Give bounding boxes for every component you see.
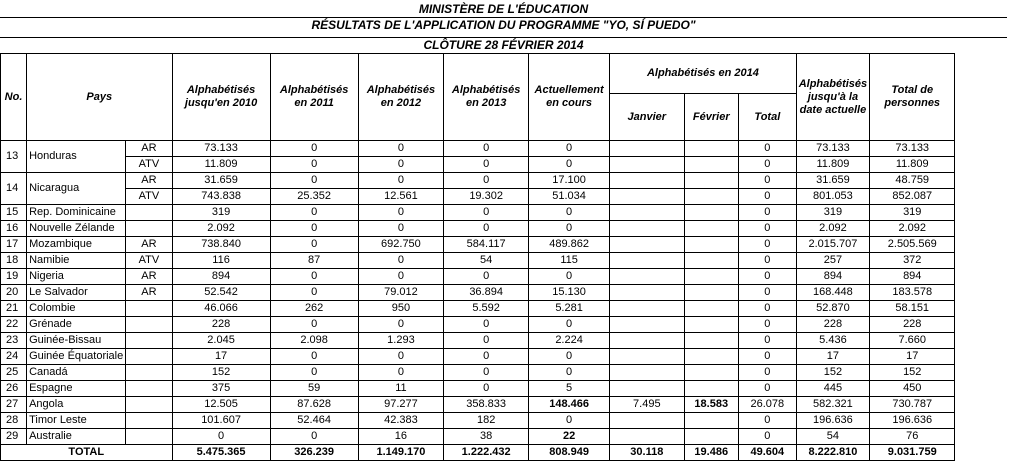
cell-tot: 0 [738,333,796,349]
program-type [126,365,172,381]
cell-todate: 17 [796,349,869,365]
cell-persons: 319 [870,205,955,221]
cell-y2012: 0 [358,221,444,237]
cell-jan [610,141,684,157]
cell-cur: 148.466 [529,397,610,413]
country-name: Grénade [27,317,126,333]
col-total-2014: Total [738,94,796,141]
cell-cur: 0 [529,413,610,429]
cell-y2011: 0 [270,269,358,285]
table-row [1,269,1011,285]
cell-todate: 801.053 [796,189,869,205]
program-type [126,413,172,429]
cell-y2010: 738.840 [172,237,270,253]
cell-y2013: 182 [444,413,529,429]
table-row [1,397,1011,413]
cell-feb [684,157,738,173]
country-name: Angola [27,397,126,413]
cell-tot: 0 [738,365,796,381]
program-type [126,381,172,397]
cell-y2010: 73.133 [172,141,270,157]
cell-y2013: 5.592 [444,301,529,317]
cell-cur: 115 [529,253,610,269]
cell-y2011: 0 [270,285,358,301]
row-number: 25 [1,365,27,381]
cell-y2013: 0 [444,221,529,237]
program-type: ATV [126,253,172,269]
cell-persons: 48.759 [870,173,955,189]
row-number: 18 [1,253,27,269]
col-2010: Alphabétisés jusqu'en 2010 [172,54,270,141]
row-number: 23 [1,333,27,349]
cell-todate: 52.870 [796,301,869,317]
cell-jan [610,173,684,189]
cell-persons: 17 [870,349,955,365]
cell-jan [610,381,684,397]
cell-y2010: 101.607 [172,413,270,429]
cell-y2010: 743.838 [172,189,270,205]
cell-jan [610,365,684,381]
cell-y2011: 262 [270,301,358,317]
cell-tot: 0 [738,205,796,221]
cell-y2012: 0 [358,317,444,333]
cell-feb [684,253,738,269]
program-type: AR [126,237,172,253]
col-current: Actuellement en cours [529,54,610,141]
table-row [1,413,1011,429]
col-to-date: Alphabétisés jusqu'à la date actuelle [796,54,869,141]
cell-feb [684,221,738,237]
table-row [1,285,1011,301]
cell-todate: 2.092 [796,221,869,237]
cell-persons: 450 [870,381,955,397]
cell-y2012: 0 [358,365,444,381]
row-number: 14 [1,173,27,205]
cell-cur: 51.034 [529,189,610,205]
row-number: 13 [1,141,27,173]
cell-y2010: 2.045 [172,333,270,349]
row-number: 26 [1,381,27,397]
table-row [1,141,1011,157]
cell-feb [684,285,738,301]
cell-y2011: 0 [270,429,358,445]
cell-jan [610,237,684,253]
table-row [1,429,1011,445]
cell-y2013: 0 [444,317,529,333]
cell-todate: 5.436 [796,333,869,349]
cell-y2012: 950 [358,301,444,317]
cell-feb [684,333,738,349]
total-feb: 19.486 [684,445,738,461]
cell-y2013: 19.302 [444,189,529,205]
cell-y2012: 0 [358,157,444,173]
cell-tot: 0 [738,189,796,205]
closing-date: CLÔTURE 28 FÉVRIER 2014 [0,37,1007,52]
cell-y2012: 42.383 [358,413,444,429]
cell-y2012: 12.561 [358,189,444,205]
cell-y2013: 38 [444,429,529,445]
row-number: 16 [1,221,27,237]
cell-y2013: 584.117 [444,237,529,253]
program-type: AR [126,141,172,157]
row-number: 15 [1,205,27,221]
cell-y2013: 0 [444,269,529,285]
table-row [1,349,1011,365]
cell-todate: 2.015.707 [796,237,869,253]
program-type: AR [126,285,172,301]
cell-y2013: 0 [444,173,529,189]
cell-persons: 152 [870,365,955,381]
cell-jan [610,301,684,317]
cell-todate: 31.659 [796,173,869,189]
total-y2013: 1.222.432 [444,445,529,461]
cell-persons: 2.505.569 [870,237,955,253]
table-row [1,237,1011,253]
country-name: Colombie [27,301,126,317]
cell-y2010: 0 [172,429,270,445]
col-feb: Février [684,94,738,141]
cell-y2011: 59 [270,381,358,397]
cell-jan [610,189,684,205]
cell-todate: 196.636 [796,413,869,429]
cell-persons: 7.660 [870,333,955,349]
row-number: 21 [1,301,27,317]
cell-jan [610,429,684,445]
cell-y2011: 0 [270,173,358,189]
program-type [126,221,172,237]
cell-jan [610,269,684,285]
cell-cur: 0 [529,221,610,237]
table-row [1,253,1011,269]
cell-cur: 0 [529,269,610,285]
table-row [1,221,1011,237]
total-persons: 9.031.759 [870,445,955,461]
country-name: Espagne [27,381,126,397]
col-no: No. [1,54,27,141]
total-tot: 49.604 [738,445,796,461]
cell-jan [610,285,684,301]
cell-cur: 0 [529,317,610,333]
cell-cur: 0 [529,365,610,381]
cell-cur: 5.281 [529,301,610,317]
cell-y2011: 87 [270,253,358,269]
cell-jan [610,413,684,429]
total-todate: 8.222.810 [796,445,869,461]
cell-cur: 5 [529,381,610,397]
cell-persons: 73.133 [870,141,955,157]
cell-cur: 0 [529,141,610,157]
cell-y2012: 0 [358,269,444,285]
cell-persons: 11.809 [870,157,955,173]
total-row [1,445,1011,461]
cell-tot: 26.078 [738,397,796,413]
country-name: Honduras [27,141,126,173]
row-number: 24 [1,349,27,365]
ministry-title: MINISTÈRE DE L'ÉDUCATION [418,2,589,16]
cell-todate: 319 [796,205,869,221]
cell-jan [610,349,684,365]
country-name: Le Salvador [27,285,126,301]
cell-tot: 0 [738,141,796,157]
cell-y2013: 0 [444,365,529,381]
cell-y2010: 2.092 [172,221,270,237]
cell-jan [610,333,684,349]
cell-y2010: 52.542 [172,285,270,301]
table-body [1,141,1011,461]
cell-jan [610,157,684,173]
program-type [126,317,172,333]
cell-jan [610,221,684,237]
cell-y2011: 0 [270,237,358,253]
cell-cur: 22 [529,429,610,445]
country-name: Nicaragua [27,173,126,205]
cell-feb [684,301,738,317]
cell-persons: 58.151 [870,301,955,317]
cell-todate: 152 [796,365,869,381]
cell-todate: 11.809 [796,157,869,173]
cell-jan [610,205,684,221]
cell-y2013: 0 [444,333,529,349]
total-y2011: 326.239 [270,445,358,461]
cell-y2013: 358.833 [444,397,529,413]
cell-y2012: 79.012 [358,285,444,301]
table-row [1,301,1011,317]
country-name: Guinée-Bissau [27,333,126,349]
country-name: Nigeria [27,269,126,285]
cell-persons: 183.578 [870,285,955,301]
cell-tot: 0 [738,349,796,365]
cell-y2011: 0 [270,365,358,381]
program-type [126,349,172,365]
cell-persons: 372 [870,253,955,269]
total-y2012: 1.149.170 [358,445,444,461]
cell-y2011: 0 [270,157,358,173]
cell-feb [684,317,738,333]
cell-feb [684,365,738,381]
cell-y2010: 17 [172,349,270,365]
cell-todate: 582.321 [796,397,869,413]
cell-y2013: 0 [444,381,529,397]
cell-y2011: 0 [270,141,358,157]
cell-y2011: 0 [270,349,358,365]
cell-y2011: 25.352 [270,189,358,205]
cell-tot: 0 [738,285,796,301]
cell-y2010: 116 [172,253,270,269]
cell-tot: 0 [738,253,796,269]
cell-cur: 15.130 [529,285,610,301]
country-name: Namibie [27,253,126,269]
cell-feb: 18.583 [684,397,738,413]
cell-persons: 228 [870,317,955,333]
cell-y2010: 894 [172,269,270,285]
cell-todate: 54 [796,429,869,445]
col-2012: Alphabétisés en 2012 [358,54,444,141]
row-number: 28 [1,413,27,429]
cell-feb [684,429,738,445]
cell-feb [684,413,738,429]
col-total-persons: Total de personnes [870,54,955,141]
country-name: Australie [27,429,126,445]
row-number: 19 [1,269,27,285]
cell-tot: 0 [738,221,796,237]
cell-jan: 7.495 [610,397,684,413]
col-jan: Janvier [610,94,684,141]
program-type: AR [126,269,172,285]
cell-y2010: 228 [172,317,270,333]
cell-y2010: 319 [172,205,270,221]
row-number: 20 [1,285,27,301]
country-name: Timor Leste [27,413,126,429]
country-name: Mozambique [27,237,126,253]
cell-y2013: 54 [444,253,529,269]
cell-y2013: 0 [444,349,529,365]
table-row [1,173,1011,189]
country-name: Canadá [27,365,126,381]
cell-persons: 730.787 [870,397,955,413]
cell-tot: 0 [738,173,796,189]
report-title: RÉSULTATS DE L'APPLICATION DU PROGRAMME "YO, SÍ PUEDO" [0,17,1007,32]
cell-todate: 257 [796,253,869,269]
cell-y2013: 0 [444,205,529,221]
program-type: AR [126,173,172,189]
row-number: 17 [1,237,27,253]
program-type [126,333,172,349]
cell-cur: 0 [529,157,610,173]
cell-y2011: 87.628 [270,397,358,413]
col-2014-group: Alphabétisés en 2014 [610,54,797,94]
cell-jan [610,317,684,333]
results-table [0,53,1011,461]
cell-y2010: 31.659 [172,173,270,189]
cell-tot: 0 [738,317,796,333]
cell-persons: 852.087 [870,189,955,205]
cell-persons: 2.092 [870,221,955,237]
table-row [1,317,1011,333]
program-type: ATV [126,157,172,173]
table-row [1,381,1011,397]
program-type [126,429,172,445]
row-number: 27 [1,397,27,413]
cell-y2012: 11 [358,381,444,397]
cell-feb [684,205,738,221]
cell-cur: 0 [529,205,610,221]
cell-feb [684,173,738,189]
cell-tot: 0 [738,429,796,445]
total-jan: 30.118 [610,445,684,461]
table-row [1,333,1011,349]
cell-feb [684,189,738,205]
cell-cur: 2.224 [529,333,610,349]
cell-tot: 0 [738,413,796,429]
cell-persons: 196.636 [870,413,955,429]
cell-y2012: 0 [358,173,444,189]
cell-y2010: 11.809 [172,157,270,173]
cell-y2012: 0 [358,253,444,269]
cell-y2012: 97.277 [358,397,444,413]
cell-y2010: 152 [172,365,270,381]
col-2011: Alphabétisés en 2011 [270,54,358,141]
cell-y2010: 12.505 [172,397,270,413]
program-type [126,397,172,413]
total-label: TOTAL [1,445,173,461]
table-row [1,189,1011,205]
program-type: ATV [126,189,172,205]
country-name: Rep. Dominicaine [27,205,126,221]
cell-y2011: 0 [270,317,358,333]
program-type [126,301,172,317]
cell-y2011: 2.098 [270,333,358,349]
cell-tot: 0 [738,381,796,397]
cell-todate: 73.133 [796,141,869,157]
cell-y2012: 0 [358,349,444,365]
cell-tot: 0 [738,269,796,285]
cell-todate: 894 [796,269,869,285]
cell-todate: 168.448 [796,285,869,301]
table-row [1,205,1011,221]
cell-cur: 17.100 [529,173,610,189]
country-name: Guinée Équatoriale [27,349,126,365]
cell-y2011: 0 [270,221,358,237]
cell-y2012: 16 [358,429,444,445]
cell-tot: 0 [738,157,796,173]
cell-y2012: 692.750 [358,237,444,253]
cell-y2013: 0 [444,141,529,157]
program-type [126,205,172,221]
cell-feb [684,237,738,253]
cell-feb [684,141,738,157]
cell-y2012: 1.293 [358,333,444,349]
cell-y2013: 0 [444,157,529,173]
table-row [1,157,1011,173]
country-name: Nouvelle Zélande [27,221,126,237]
cell-tot: 0 [738,301,796,317]
cell-y2010: 46.066 [172,301,270,317]
row-number: 22 [1,317,27,333]
cell-y2012: 0 [358,141,444,157]
cell-y2011: 0 [270,205,358,221]
cell-cur: 489.862 [529,237,610,253]
cell-persons: 76 [870,429,955,445]
cell-tot: 0 [738,237,796,253]
row-number: 29 [1,429,27,445]
col-pays: Pays [27,54,172,141]
cell-cur: 0 [529,349,610,365]
cell-jan [610,253,684,269]
col-2013: Alphabétisés en 2013 [444,54,529,141]
table-row [1,365,1011,381]
cell-y2013: 36.894 [444,285,529,301]
cell-y2010: 375 [172,381,270,397]
total-y2010: 5.475.365 [172,445,270,461]
total-cur: 808.949 [529,445,610,461]
cell-feb [684,269,738,285]
cell-todate: 228 [796,317,869,333]
cell-todate: 445 [796,381,869,397]
cell-feb [684,381,738,397]
cell-y2012: 0 [358,205,444,221]
cell-y2011: 52.464 [270,413,358,429]
cell-feb [684,349,738,365]
cell-persons: 894 [870,269,955,285]
